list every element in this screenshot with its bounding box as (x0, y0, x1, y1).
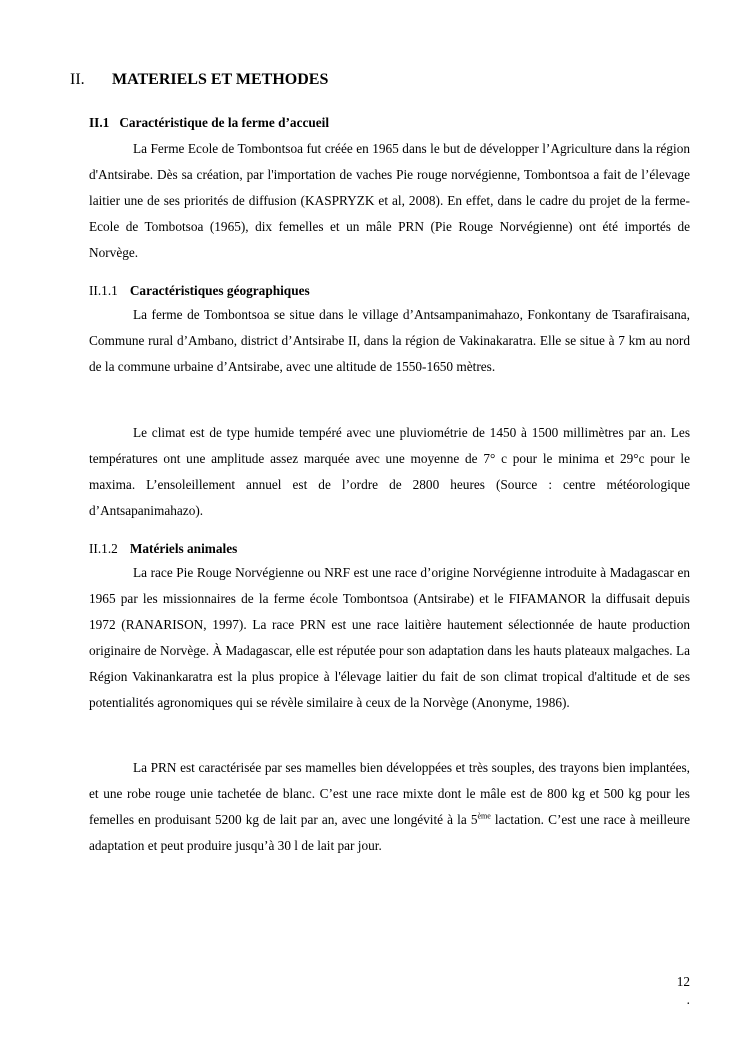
subsection-title: Caractéristiques géographiques (129, 283, 310, 298)
paragraph-text-part-1: La PRN est caractérisée par ses mamelles bien développées et très souples, des trayons bien implantées, et une robe rouge unie tachetée de blanc. C’est une race mixte dont le mâle est de 800 kg et 500 kg pour les femelles en produisant 5200 kg de lait par an, avec une longévité à la 5 (89, 760, 690, 827)
page-number-dot: . (686, 992, 690, 1007)
page-number: 12 (676, 974, 690, 989)
subsection-title: Matériels animales (129, 541, 238, 556)
subsection-number: II.1 (89, 115, 110, 130)
paragraph-race-prn: La race Pie Rouge Norvégienne ou NRF est une race d’origine Norvégienne introduite à Madagascar en 1965 par les missionnaires de la ferme école Tombontsoa (Antsirabe) et le FIFAMANOR la diffusait depuis 1972 (RANARISON, 1997). La race PRN est une race laitière hautement sélectionnée de haute production originaire de Norvège. À Madagascar, elle est réputée pour son adaptation dans les hauts plateaux malgaches. La Région Vakinankaratra est la plus propice à l'élevage laitier du fait de son climat tropical d'altitude et de ses potentialités agronomiques qui se révèle similaire à ceux de la Norvège (Anonyme, 1986). (89, 565, 690, 710)
paragraph-ferme-ecole: La Ferme Ecole de Tombontsoa fut créée en 1965 dans le but de développer l’Agriculture dans la région d'Antsirabe. Dès sa création, par l'importation de vaches Pie rouge norvégienne, Tombontsoa a fait de l’élevage laitier une de ses priorités de diffusion (KASPRYZK et al, 2008). En effet, dans le cadre du projet de la ferme-Ecole de Tombotsoa (1965), dix femelles et un mâle PRN (Pie Rouge Norvégienne) ont été importés de Norvège. (89, 141, 690, 260)
section-number: II. (70, 71, 85, 88)
subsection-number: II.1.2 (89, 541, 118, 556)
paragraph-climat: Le climat est de type humide tempéré avec une pluviométrie de 1450 à 1500 millimètres par an. Les températures ont une amplitude assez marquée avec une moyenne de 7° c pour le minima et 29°c pour le maxima. L’ensoleillement annuel est de l’ordre de 2800 heures (Source : centre météorologique d’Antsapanimahazo). (89, 425, 690, 518)
subsection-number: II.1.1 (89, 283, 118, 298)
subsection-heading-ii-1-1 (89, 282, 310, 300)
paragraph-localisation: La ferme de Tombontsoa se situe dans le village d’Antsampanimahazo, Fonkontany de Tsarafiraisana, Commune rural d’Ambano, district d’Antsirabe II, dans la région de Vakinakaratra. Elle se situe à 7 km au nord de la commune urbaine d’Antsirabe, avec une altitude de 1550-1650 mètres. (89, 307, 690, 374)
section-heading (70, 70, 328, 90)
subsection-heading-ii-1-2 (89, 540, 237, 558)
subsection-heading-ii-1 (89, 114, 329, 132)
paragraph-caracteristiques-prn (89, 755, 690, 859)
paragraph-text-part-2: lactation. C’est une race à meilleure adaptation et peut produire jusqu’à 30 l de lait par jour. (89, 812, 690, 853)
subsection-title: Caractéristique de la ferme d’accueil (119, 115, 330, 130)
superscript-eme: ème (477, 811, 491, 821)
section-title: MATERIELS ET METHODES (112, 71, 329, 88)
